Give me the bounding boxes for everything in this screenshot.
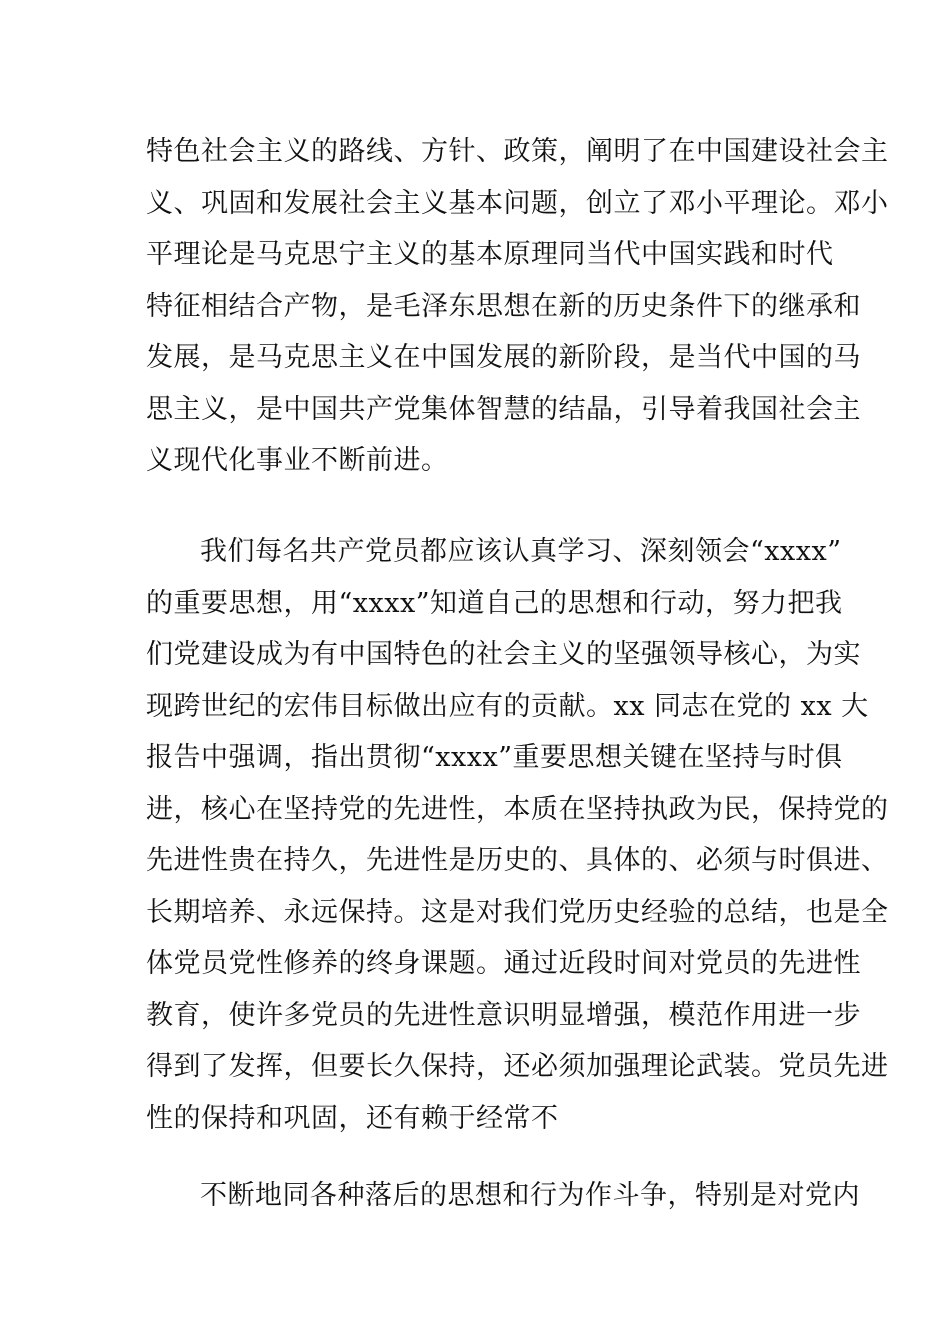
text-line: 思主义，是中国共产党集体智慧的结晶，引导着我国社会主 xyxy=(146,393,861,425)
text-line-first: 不断地同各种落后的思想和行为作斗争，特别是对党内 xyxy=(200,1180,860,1211)
text-line: 报告中强调，指出贯彻“xxxx”重要思想关键在坚持与时俱 xyxy=(146,742,843,773)
paragraph-2 xyxy=(146,526,889,1144)
text-line: 们党建设成为有中国特色的社会主义的坚强领导核心，为实 xyxy=(146,639,861,670)
text-line: 性的保持和巩固，还有赖于经常不 xyxy=(146,1102,559,1134)
text-line: 体党员党性修养的终身课题。通过近段时间对党员的先进性 xyxy=(146,948,861,979)
text-line: 义、巩固和发展社会主义基本问题，创立了邓小平理论。邓小 xyxy=(146,187,889,219)
text-line: 特征相结合产物，是毛泽东思想在新的历史条件下的继承和 xyxy=(146,290,861,322)
paragraph-3 xyxy=(146,1170,860,1222)
text-line: 的重要思想，用“xxxx”知道自己的思想和行动，努力把我 xyxy=(146,587,843,619)
text-line: 教育，使许多党员的先进性意识明显增强，模范作用进一步 xyxy=(146,999,861,1031)
text-line-first: 我们每名共产党员都应该认真学习、深刻领会“xxxx” xyxy=(200,536,842,567)
text-line: 得到了发挥，但要长久保持，还必须加强理论武装。党员先进 xyxy=(146,1051,889,1082)
text-line: 现跨世纪的宏伟目标做出应有的贡献。xx 同志在党的 xx 大 xyxy=(146,690,869,722)
text-line: 特色社会主义的路线、方针、政策，阐明了在中国建设社会主 xyxy=(146,136,889,167)
text-line: 平理论是马克思宁主义的基本原理同当代中国实践和时代 xyxy=(146,239,834,270)
text-line: 长期培养、永远保持。这是对我们党历史经验的总结，也是全 xyxy=(146,896,889,928)
text-line: 义现代化事业不断前进。 xyxy=(146,445,449,476)
text-line: 先进性贵在持久，先进性是历史的、具体的、必须与时俱进、 xyxy=(146,845,889,876)
text-line: 进，核心在坚持党的先进性，本质在坚持执政为民，保持党的 xyxy=(146,793,889,825)
text-line: 发展，是马克思主义在中国发展的新阶段，是当代中国的马 xyxy=(146,342,861,373)
paragraph-1 xyxy=(146,126,889,487)
